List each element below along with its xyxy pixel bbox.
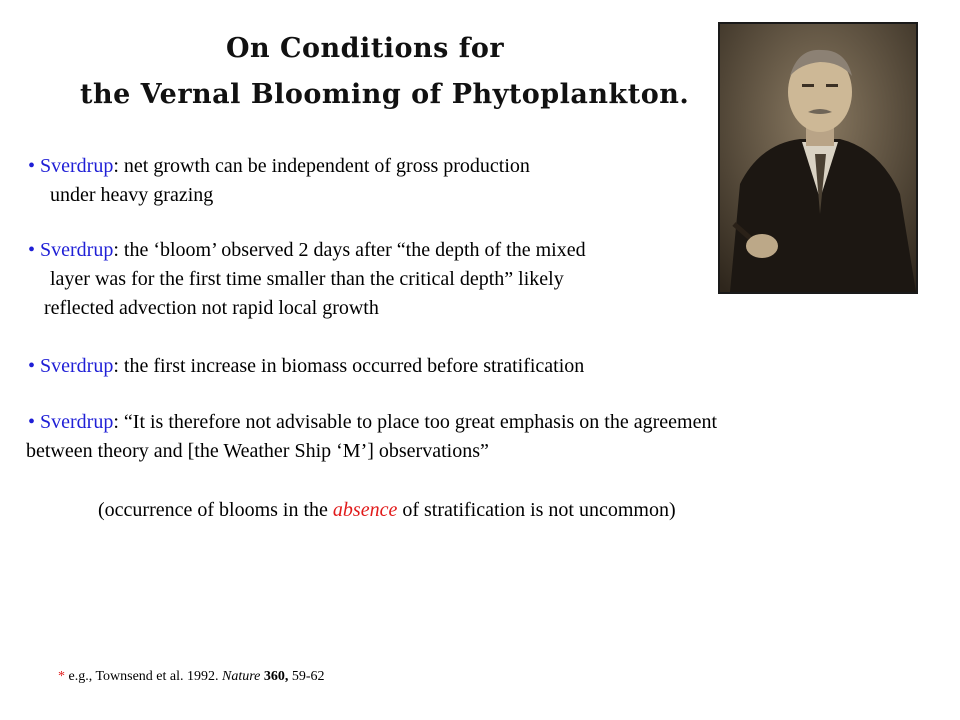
footnote-star: *	[58, 669, 65, 684]
bullet-3-line-1: : the first increase in biomass occurred before stratification	[113, 355, 585, 377]
note-before: (occurrence of blooms in the	[98, 499, 333, 521]
bullet-2-marker: •	[28, 239, 36, 261]
bullet-4-marker: •	[28, 411, 36, 433]
bullet-4-line-2: between theory and [the Weather Ship ‘M’] observations”	[26, 440, 489, 462]
bullet-3-marker: •	[28, 355, 36, 377]
stratification-note	[98, 496, 676, 524]
footnote-volume: 360,	[263, 669, 289, 684]
slide-title	[78, 26, 698, 118]
note-after: of stratification is not uncommon)	[397, 499, 676, 521]
title-line-2: the Vernal Blooming of Phytoplankton.	[80, 79, 690, 110]
bullet-1	[28, 152, 530, 180]
bullet-3	[28, 352, 584, 380]
footnote	[58, 668, 325, 686]
bullet-4-line-1: : “It is therefore not advisable to place too great emphasis on the agreement	[113, 411, 718, 433]
portrait-photo	[718, 22, 918, 294]
bullet-3-name: Sverdrup	[40, 355, 114, 377]
bullet-2-line-3: reflected advection not rapid local growth	[44, 297, 379, 319]
portrait-photo-icon	[720, 24, 916, 292]
bullet-2-line-2: layer was for the first time smaller than the critical depth” likely	[50, 268, 564, 290]
footnote-journal: Nature	[222, 669, 261, 684]
footnote-pages: 59-62	[288, 669, 325, 684]
bullet-4-name: Sverdrup	[40, 411, 114, 433]
bullet-1-line-1: : net growth can be independent of gross production	[113, 155, 530, 177]
note-emphasis: absence	[332, 499, 398, 521]
bullet-1-marker: •	[28, 155, 36, 177]
bullet-2	[28, 236, 586, 264]
title-line-1: On Conditions for	[226, 33, 505, 64]
bullet-1-name: Sverdrup	[40, 155, 114, 177]
bullet-4	[28, 408, 717, 436]
bullet-2-line-1: : the ‘bloom’ observed 2 days after “the depth of the mixed	[113, 239, 586, 261]
footnote-citation: e.g., Townsend et al. 1992.	[65, 669, 223, 684]
bullet-2-name: Sverdrup	[40, 239, 114, 261]
bullet-1-line-2: under heavy grazing	[50, 184, 214, 206]
